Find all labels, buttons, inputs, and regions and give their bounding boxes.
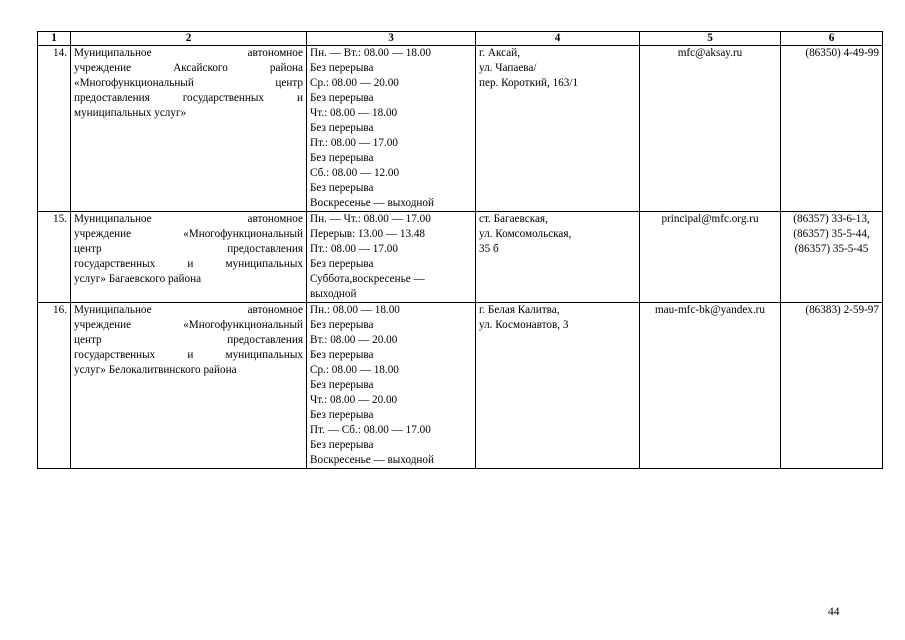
name-line: центр предоставления bbox=[74, 334, 303, 346]
table-row bbox=[38, 303, 883, 469]
hours-line: выходной bbox=[310, 288, 357, 300]
working-hours bbox=[307, 212, 476, 303]
hours-line: Без перерыва bbox=[310, 122, 374, 134]
hours-line: Пт.: 08.00 — 17.00 bbox=[310, 243, 398, 255]
column-header: 3 bbox=[307, 32, 476, 46]
hours-line: Пт. — Сб.: 08.00 — 17.00 bbox=[310, 424, 431, 436]
column-header: 6 bbox=[781, 32, 883, 46]
header-row bbox=[38, 32, 883, 46]
hours-line: Ср.: 08.00 — 18.00 bbox=[310, 364, 399, 376]
hours-line: Без перерыва bbox=[310, 62, 374, 74]
hours-line: Чт.: 08.00 — 20.00 bbox=[310, 394, 398, 406]
name-line: учреждение Аксайского района bbox=[74, 62, 303, 74]
name-line: муниципальных услуг» bbox=[74, 107, 187, 119]
hours-line: Без перерыва bbox=[310, 152, 374, 164]
name-line: центр предоставления bbox=[74, 243, 303, 255]
name-line: Муниципальное автономное bbox=[74, 304, 303, 316]
name-line: услуг» Багаевского района bbox=[74, 273, 202, 285]
name-line: государственных и муниципальных bbox=[74, 349, 303, 361]
address bbox=[476, 303, 640, 469]
mfc-table bbox=[37, 31, 883, 469]
hours-line: Ср.: 08.00 — 20.00 bbox=[310, 77, 399, 89]
hours-line: Вт.: 08.00 — 20.00 bbox=[310, 334, 398, 346]
hours-line: Без перерыва bbox=[310, 258, 374, 270]
organization-name bbox=[71, 303, 307, 469]
row-number: 15. bbox=[38, 212, 71, 303]
hours-line: Без перерыва bbox=[310, 409, 374, 421]
table-row bbox=[38, 212, 883, 303]
row-number: 16. bbox=[38, 303, 71, 469]
name-line: государственных и муниципальных bbox=[74, 258, 303, 270]
address-line: г. Белая Калитва, bbox=[479, 304, 560, 316]
column-header: 5 bbox=[640, 32, 781, 46]
hours-line: Пн.: 08.00 — 18.00 bbox=[310, 304, 400, 316]
phone-line: (86350) 4-49-99 bbox=[805, 47, 879, 59]
hours-line: Воскресенье — выходной bbox=[310, 454, 434, 466]
hours-line: Перерыв: 13.00 — 13.48 bbox=[310, 228, 426, 240]
name-line: Муниципальное автономное bbox=[74, 213, 303, 225]
phone bbox=[781, 46, 883, 212]
address-line: ст. Багаевская, bbox=[479, 213, 548, 225]
hours-line: Без перерыва bbox=[310, 319, 374, 331]
row-number: 14. bbox=[38, 46, 71, 212]
phone bbox=[781, 303, 883, 469]
name-line: учреждение «Многофункциональный bbox=[74, 319, 303, 331]
hours-line: Пн. — Чт.: 08.00 — 17.00 bbox=[310, 213, 431, 225]
address-line: 35 б bbox=[479, 243, 499, 255]
hours-line: Без перерыва bbox=[310, 439, 374, 451]
working-hours bbox=[307, 303, 476, 469]
phone-line: (86357) 33-6-13, bbox=[793, 213, 870, 225]
column-header: 4 bbox=[476, 32, 640, 46]
hours-line: Воскресенье — выходной bbox=[310, 197, 434, 209]
hours-line: Сб.: 08.00 — 12.00 bbox=[310, 167, 400, 179]
organization-name bbox=[71, 212, 307, 303]
hours-line: Чт.: 08.00 — 18.00 bbox=[310, 107, 398, 119]
hours-line bbox=[310, 272, 472, 287]
hours-line: Без перерыва bbox=[310, 349, 374, 361]
phone-line: (86383) 2-59-97 bbox=[805, 304, 879, 316]
column-header: 2 bbox=[71, 32, 307, 46]
address-line: ул. Комсомольская, bbox=[479, 228, 572, 240]
working-hours bbox=[307, 46, 476, 212]
hours-line: Пт.: 08.00 — 17.00 bbox=[310, 137, 398, 149]
name-line: «Многофункциональный центр bbox=[74, 77, 303, 89]
address bbox=[476, 46, 640, 212]
phone-line: (86357) 35-5-45 bbox=[794, 243, 869, 255]
address bbox=[476, 212, 640, 303]
phone bbox=[781, 212, 883, 303]
name-line: услуг» Белокалитвинского района bbox=[74, 364, 237, 376]
address-line: ул. Космонавтов, 3 bbox=[479, 319, 569, 331]
column-header: 1 bbox=[38, 32, 71, 46]
email[interactable]: mau-mfc-bk@yandex.ru bbox=[640, 303, 781, 469]
name-line: предоставления государственных и bbox=[74, 92, 303, 104]
hours-line: Пн. — Вт.: 08.00 — 18.00 bbox=[310, 47, 431, 59]
hours-line: Без перерыва bbox=[310, 182, 374, 194]
name-line: учреждение «Многофункциональный bbox=[74, 228, 303, 240]
hours-line: Без перерыва bbox=[310, 92, 374, 104]
address-line: г. Аксай, bbox=[479, 47, 521, 59]
hours-text: Суббота,воскресенье — bbox=[310, 273, 425, 285]
name-line: Муниципальное автономное bbox=[74, 47, 303, 59]
organization-name bbox=[71, 46, 307, 212]
phone-line: (86357) 35-5-44, bbox=[793, 228, 870, 240]
address-line: пер. Короткий, 163/1 bbox=[479, 77, 579, 89]
table-row bbox=[38, 46, 883, 212]
address-line: ул. Чапаева/ bbox=[479, 62, 537, 74]
email[interactable]: mfc@aksay.ru bbox=[640, 46, 781, 212]
hours-line: Без перерыва bbox=[310, 379, 374, 391]
page-number: 44 bbox=[828, 606, 840, 618]
email[interactable]: principal@mfc.org.ru bbox=[640, 212, 781, 303]
